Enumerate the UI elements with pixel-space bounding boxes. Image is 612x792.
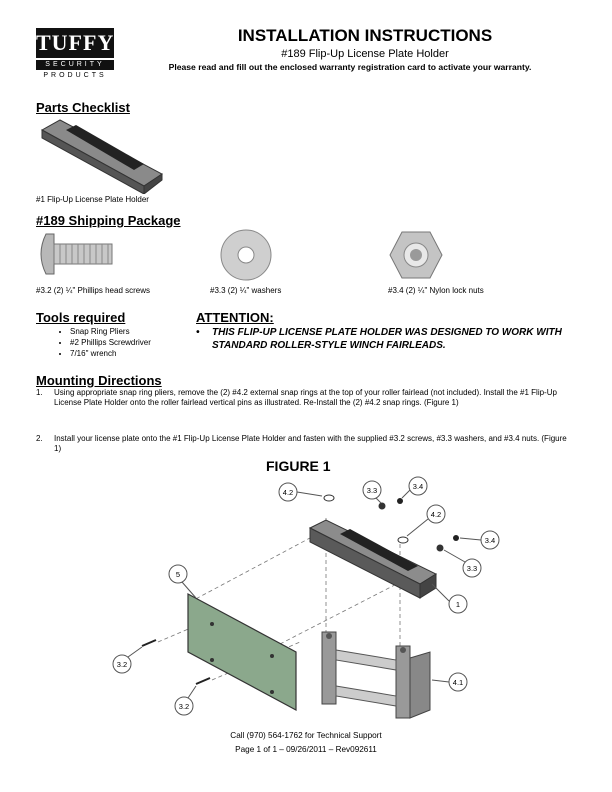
callout-label: 3.4 xyxy=(412,482,424,491)
callout-label: 4.2 xyxy=(282,488,294,497)
callout-label: 1 xyxy=(455,600,461,609)
license-plate-holder-image xyxy=(36,116,166,194)
attention-heading: ATTENTION: xyxy=(196,310,274,325)
callout-5 xyxy=(169,565,196,598)
step-number: 2. xyxy=(36,434,43,443)
step-text: Install your license plate onto the #1 Flip-Up License Plate Holder and fasten with the supplied #3.2 screws, #3.3 washers, and #3.4 nuts. (Figure 1) xyxy=(54,434,567,453)
callout-label: 3.4 xyxy=(484,536,496,545)
logo-brand: TUFFY xyxy=(36,28,114,58)
mounting-step-2 xyxy=(36,434,576,454)
callout-3-3-b xyxy=(444,550,481,577)
part-3-4-caption: #3.4 (2) ¼" Nylon lock nuts xyxy=(388,286,484,295)
snap-ring-4-2-b xyxy=(398,537,408,543)
callout-3-4-b xyxy=(460,531,499,549)
screw-3-2-a xyxy=(142,640,156,646)
screw-3-2-b xyxy=(196,678,210,684)
parts-checklist-heading: Parts Checklist xyxy=(36,100,130,115)
attention-text: THIS FLIP-UP LICENSE PLATE HOLDER WAS DESIGNED TO WORK WITH STANDARD ROLLER-STYLE WINCH FAIRLEADS. xyxy=(212,327,562,351)
callout-label: 3.3 xyxy=(366,486,378,495)
figure-title: FIGURE 1 xyxy=(266,458,331,474)
tool-item: • #2 Phillips Screwdriver xyxy=(70,337,151,348)
callout-label: 5 xyxy=(175,570,181,579)
support-line: Call (970) 564-1762 for Technical Support xyxy=(230,731,382,740)
nut-3-4-b xyxy=(453,535,459,541)
phillips-screw-image xyxy=(36,230,116,278)
nylon-lock-nut-image xyxy=(388,228,444,282)
callout-label: 3.2 xyxy=(116,660,128,669)
snap-ring-4-2-a xyxy=(324,495,334,501)
page-info: Page 1 of 1 – 09/26/2011 – Rev092611 xyxy=(235,745,377,754)
attention-notice xyxy=(196,326,586,352)
tool-item: • Snap Ring Pliers xyxy=(70,326,151,337)
tool-item: • 7/16" wrench xyxy=(70,348,151,359)
logo-security: SECURITY xyxy=(36,60,114,70)
page-title: INSTALLATION INSTRUCTIONS xyxy=(237,26,493,45)
plate-holder-part xyxy=(310,520,436,598)
part-3-2-caption: #3.2 (2) ¼" Phillips head screws xyxy=(36,286,151,295)
nut-3-4-a xyxy=(397,498,403,504)
callout-4-2-b xyxy=(407,505,445,536)
page-subtitle: #189 Flip-Up License Plate Holder xyxy=(281,48,449,60)
callout-label: 3.3 xyxy=(466,564,478,573)
part-1-caption: #1 Flip-Up License Plate Holder xyxy=(36,195,149,204)
washer-3-3-b xyxy=(437,545,444,552)
figure-1-diagram xyxy=(100,474,520,724)
bullet: • xyxy=(196,327,200,338)
tools-heading: Tools required xyxy=(36,310,126,325)
step-text: Using appropriate snap ring pliers, remove the (2) #4.2 external snap rings at the top of your roller fairlead (not included). Install the #1 Flip-Up License Plate Holder onto the roller fairlead vertical pins as illustrated. Re-Install the (2) #4.2 snap rings. (Figure 1) xyxy=(54,388,557,407)
callout-label: 3.2 xyxy=(178,702,190,711)
callout-3-4-a xyxy=(402,477,427,498)
callout-3-2-a xyxy=(113,647,142,673)
shipping-package-heading: #189 Shipping Package xyxy=(36,213,181,228)
mounting-step-1 xyxy=(36,388,576,408)
warranty-notice: Please read and fill out the enclosed warranty registration card to activate your warranty. xyxy=(168,62,532,72)
callout-1 xyxy=(432,584,467,613)
callout-3-2-b xyxy=(175,686,196,715)
roller-fairlead-part xyxy=(322,632,430,718)
tuffy-logo xyxy=(36,28,116,84)
part-3-3-caption: #3.3 (2) ¼" washers xyxy=(210,286,282,295)
callout-3-3-a xyxy=(363,481,381,503)
washer-image xyxy=(218,228,274,282)
license-plate-part xyxy=(188,594,296,710)
callout-label: 4.2 xyxy=(430,510,442,519)
callout-4-2-a xyxy=(279,483,322,501)
step-number: 1. xyxy=(36,388,43,397)
logo-products: PRODUCTS xyxy=(43,72,107,79)
mounting-heading: Mounting Directions xyxy=(36,373,162,388)
washer-3-3-a xyxy=(379,503,386,510)
tools-list xyxy=(52,326,151,359)
callout-4-1 xyxy=(432,673,467,691)
callout-label: 4.1 xyxy=(452,678,464,687)
